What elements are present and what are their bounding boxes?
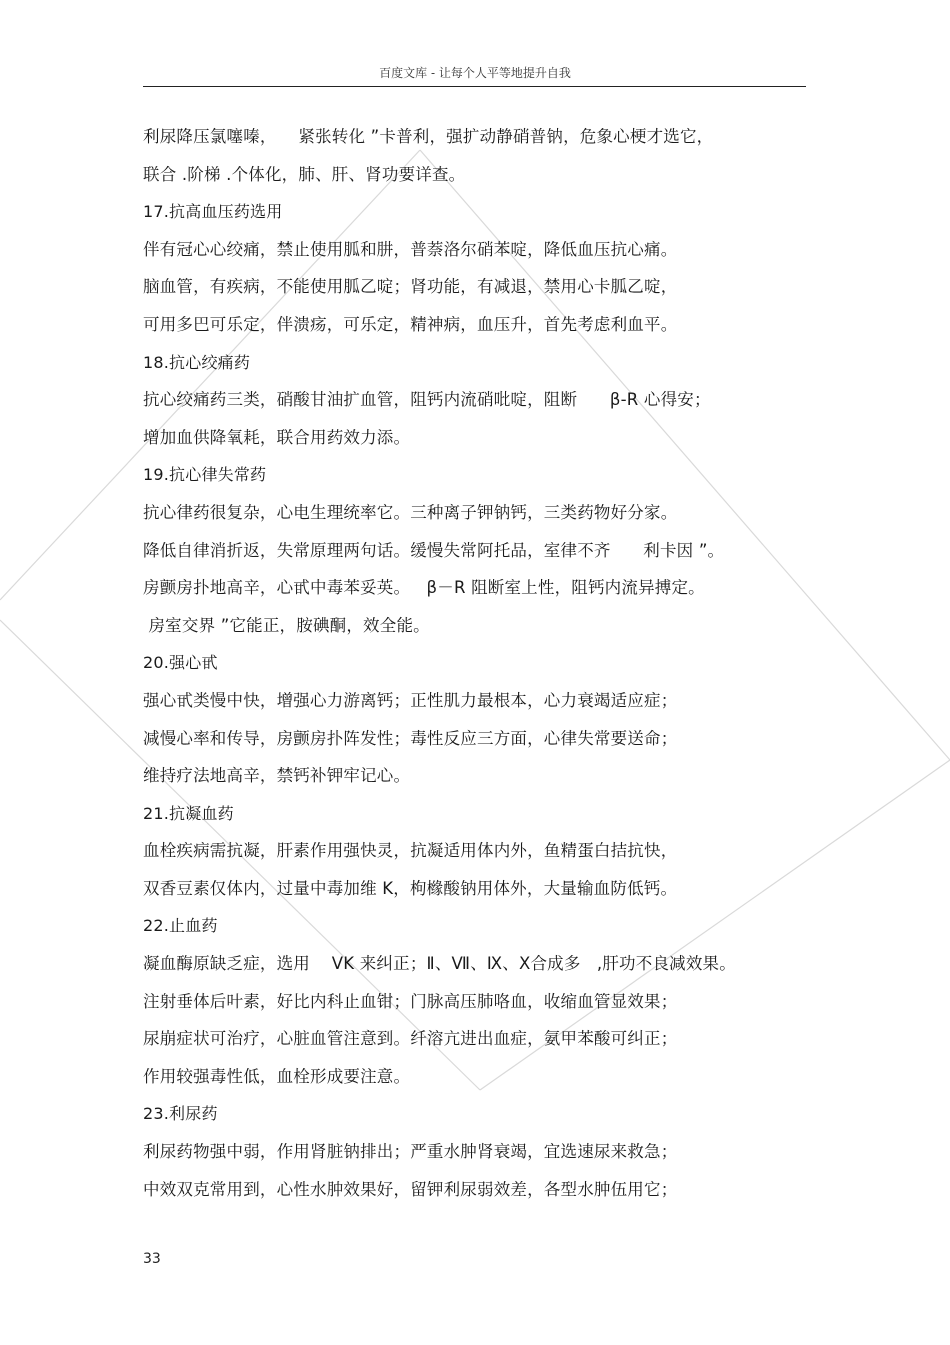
text-line: 利尿降压氯噻嗪， 紧张转化 ”卡普利，强扩动静硝普钠，危象心梗才选它，: [143, 127, 714, 146]
text-line: 血栓疾病需抗凝，肝素作用强快灵，抗凝适用体内外，鱼精蛋白拮抗快，: [143, 841, 678, 861]
section-heading: 22.止血药: [143, 916, 218, 936]
text-line: 房室交界 ”它能正，胺碘酮，效全能。: [143, 615, 430, 635]
text-line: 联合 .阶梯 .个体化，肺、肝、肾功要详查。: [143, 164, 466, 184]
text-line: 抗心律药很复杂，心电生理统率它。三种离子钾钠钙，三类药物好分家。: [143, 502, 678, 522]
section-heading: 21.抗凝血药: [143, 803, 234, 823]
section-heading: 23.利尿药: [143, 1104, 218, 1124]
section-heading: 19.抗心律失常药: [143, 465, 267, 485]
section-heading: 17.抗高血压药选用: [143, 202, 283, 222]
text-line: 凝血酶原缺乏症，选用 VK 来纠正；Ⅱ、Ⅶ、Ⅸ、Ⅹ合成多 ,肝功不良减效果。: [143, 954, 736, 974]
text-line: 作用较强毒性低，血栓形成要注意。: [143, 1066, 411, 1086]
section-heading: 18.抗心绞痛药: [143, 352, 251, 372]
text-line: 注射垂体后叶素，好比内科止血钳；门脉高压肺咯血，收缩血管显效果；: [143, 991, 678, 1011]
text-line: 利尿药物强中弱，作用肾脏钠排出；严重水肿肾衰竭，宜选速尿来救急；: [143, 1142, 678, 1162]
text-line: 可用多巴可乐定，伴溃疡，可乐定，精神病，血压升，首先考虑利血平。: [143, 314, 678, 334]
page-header: 百度文库 - 让每个人平等地提升自我: [379, 66, 571, 80]
text-line: 中效双克常用到，心性水肿效果好，留钾利尿弱效差，各型水肿伍用它；: [143, 1179, 678, 1199]
page-number: 33: [143, 1251, 161, 1267]
text-line: 伴有冠心心绞痛，禁止使用胍和肼，普萘洛尔硝苯啶，降低血压抗心痛。: [143, 239, 678, 259]
document-body: [143, 118, 823, 1208]
text-line: 减慢心率和传导，房颤房扑阵发性；毒性反应三方面，心律失常要送命；: [143, 728, 678, 748]
text-line: 增加血供降氧耗，联合用药效力添。: [143, 427, 411, 447]
section-heading: 20.强心甙: [143, 653, 218, 673]
text-line: 双香豆素仅体内，过量中毒加维 K，枸橼酸钠用体外，大量输血防低钙。: [143, 878, 678, 898]
text-line: 尿崩症状可治疗，心脏血管注意到。纤溶亢进出血症，氨甲苯酸可纠正；: [143, 1029, 678, 1049]
text-line: 维持疗法地高辛，禁钙补钾牢记心。: [143, 766, 411, 786]
text-line: 抗心绞痛药三类，硝酸甘油扩血管，阻钙内流硝吡啶，阻断 β-R 心得安；: [143, 390, 711, 410]
text-line: 强心甙类慢中快，增强心力游离钙；正性肌力最根本，心力衰竭适应症；: [143, 690, 678, 710]
text-line: 降低自律消折返，失常原理两句话。缓慢失常阿托品，室律不齐 利卡因 ”。: [143, 540, 725, 560]
text-line: 房颤房扑地高辛，心甙中毒苯妥英。 β－R 阻断室上性，阻钙内流异搏定。: [143, 578, 705, 598]
header-rule: [143, 86, 806, 87]
text-line: 脑血管，有疾病，不能使用胍乙啶；肾功能，有减退，禁用心卡胍乙啶，: [143, 277, 678, 297]
